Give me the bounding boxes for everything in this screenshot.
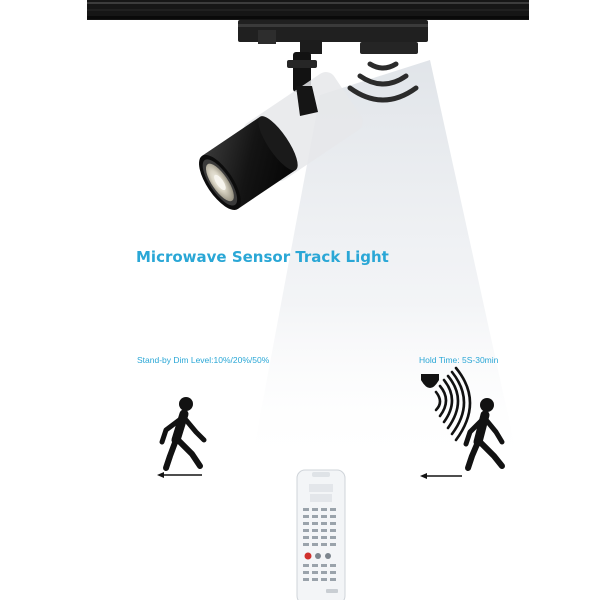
ceiling-track	[87, 0, 529, 20]
track-adapter	[238, 20, 428, 54]
hold-time-label: Hold Time: 5S-30min	[419, 355, 499, 365]
remote-control-icon	[297, 470, 345, 600]
product-title	[136, 248, 389, 267]
left-arrow-icon	[157, 472, 202, 478]
standby-dim-label: Stand-by Dim Level:10%/20%/50%	[137, 355, 270, 365]
right-arrow-indicator-icon	[420, 473, 462, 479]
walking-person-icon	[162, 397, 204, 468]
product-title-text: Microwave Sensor Track Light	[136, 248, 389, 266]
